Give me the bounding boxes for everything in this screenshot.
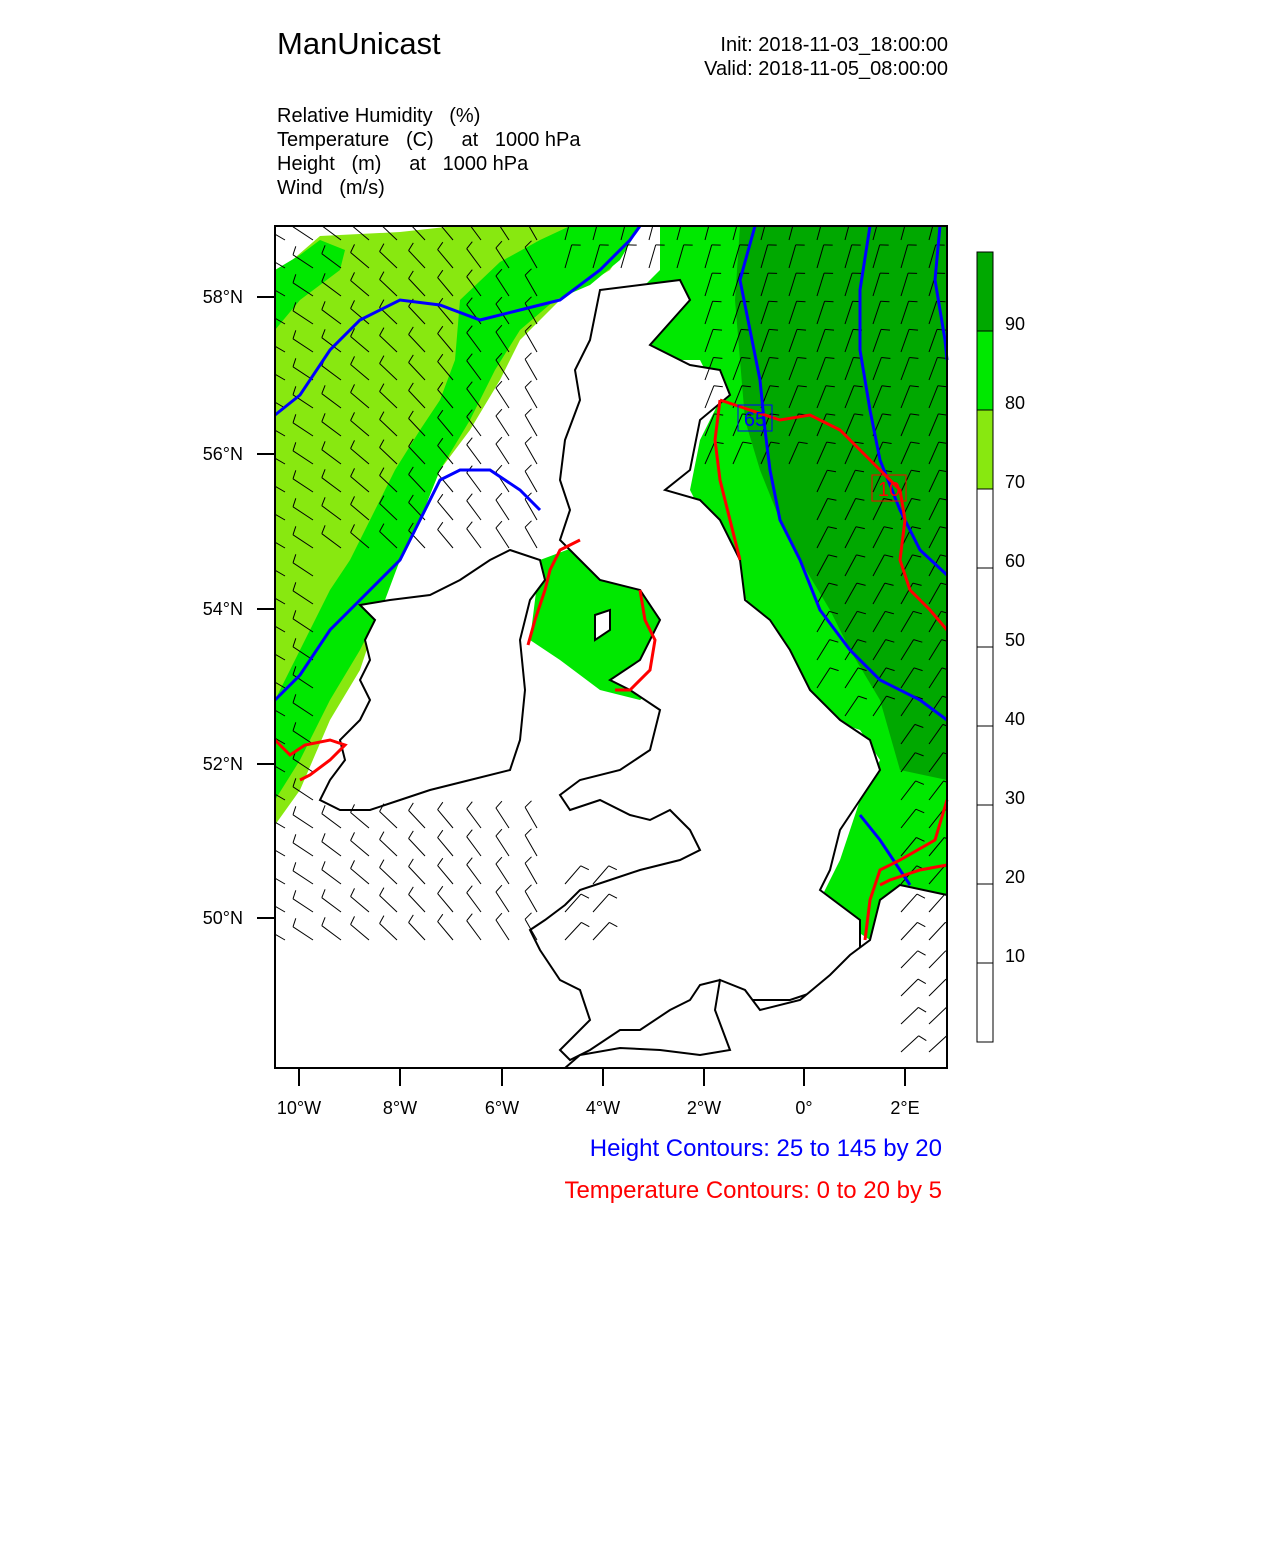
wind-barb-flag [380,216,384,224]
wind-barb-flag [264,499,266,508]
field-wind: Wind (m/s) [277,177,385,199]
chart-title: ManUnicast [277,26,441,61]
wind-barb-flag [467,214,473,221]
temperature-contours-note: Temperature Contours: 0 to 20 by 5 [564,1177,942,1204]
wind-barb-flag [351,216,355,224]
wind-barb-flag [881,301,890,302]
wind-barb-flag [264,835,266,844]
wind-barb-flag [264,583,266,592]
colorbar-label: 30 [1005,788,1026,808]
wind-barb-flag [909,301,918,302]
lon-label: 10°W [276,1098,322,1118]
wind-barb-flag [264,779,266,788]
valid-time: Valid: 2018-11-05_08:00:00 [704,58,948,80]
lat-label: 56°N [202,444,243,464]
colorbar-label: 80 [1005,393,1026,413]
wind-barb-flag [409,215,414,223]
colorbar-white [977,489,993,1042]
wind-barb-flag [264,555,266,564]
wind-barb-flag [264,611,266,620]
wind-barb-flag [264,891,266,900]
wind-barb-flag [713,329,722,330]
wind-barb-flag [264,695,266,704]
lat-label: 54°N [202,599,243,619]
colorbar-label: 10 [1005,946,1026,966]
wind-barb-flag [769,301,778,302]
wind-barb-flag [264,303,266,312]
wind-barb-flag [322,217,325,225]
wind-barb-flag [264,807,266,816]
wind-barb-flag [264,527,266,536]
wind-barb-flag [264,639,266,648]
field-rh: Relative Humidity (%) [277,105,481,127]
colorbar [977,252,1025,1042]
colorbar-70-80 [977,410,993,489]
lat-axis [257,297,275,918]
height-contour-label: 65 [743,409,767,431]
wind-barb-flag [264,863,266,872]
field-temperature: Temperature (C) at 1000 hPa [277,129,581,151]
lon-label: 6°W [484,1098,520,1118]
init-time: Init: 2018-11-03_18:00:00 [720,34,948,56]
wind-barb-flag [769,329,778,330]
colorbar-label: 40 [1005,709,1026,729]
wind-barb-flag [797,301,806,302]
lon-label: 8°W [382,1098,418,1118]
wind-barb-flag [264,219,266,228]
wind-barb-flag [264,667,266,676]
wind-barb-flag [797,329,806,330]
wind-barb-flag [909,329,918,330]
lon-label: 2°W [686,1098,722,1118]
wind-barb-flag [881,329,890,330]
colorbar-label: 90 [1005,314,1026,334]
colorbar-90-100 [977,252,993,331]
wind-barb-flag [438,214,443,221]
colorbar-label: 50 [1005,630,1026,650]
wind-barb-flag [264,919,266,928]
wind-barb-flag [525,213,531,219]
lat-label: 58°N [202,287,243,307]
lon-label: 4°W [585,1098,621,1118]
lon-label: 2°E [890,1098,920,1118]
wind-barb-flag [264,247,266,256]
field-height: Height (m) at 1000 hPa [277,153,529,175]
lat-label: 50°N [202,908,243,928]
colorbar-80-90 [977,331,993,410]
colorbar-label: 60 [1005,551,1026,571]
wind-barb-flag [825,329,834,330]
wind-barb-flag [264,275,266,284]
lon-label: 0° [795,1098,813,1118]
colorbar-label: 20 [1005,867,1026,887]
wind-barb-flag [264,415,266,424]
wind-barb-flag [825,301,834,302]
wind-barb-flag [496,213,502,220]
lon-axis [299,1068,905,1086]
wind-barb-flag [264,387,266,396]
wind-barb-flag [264,331,266,340]
wind-barb-flag [264,443,266,452]
wind-barb-flag [264,751,266,760]
wind-barb-flag [264,359,266,368]
wind-barb-flag [264,723,266,732]
wind-barb-flag [264,471,266,480]
wind-barb-flag [713,301,722,302]
lat-label: 52°N [202,754,243,774]
colorbar-label: 70 [1005,472,1026,492]
height-contours-note: Height Contours: 25 to 145 by 20 [589,1135,942,1162]
temperature-contour-label: 10 [877,479,901,501]
